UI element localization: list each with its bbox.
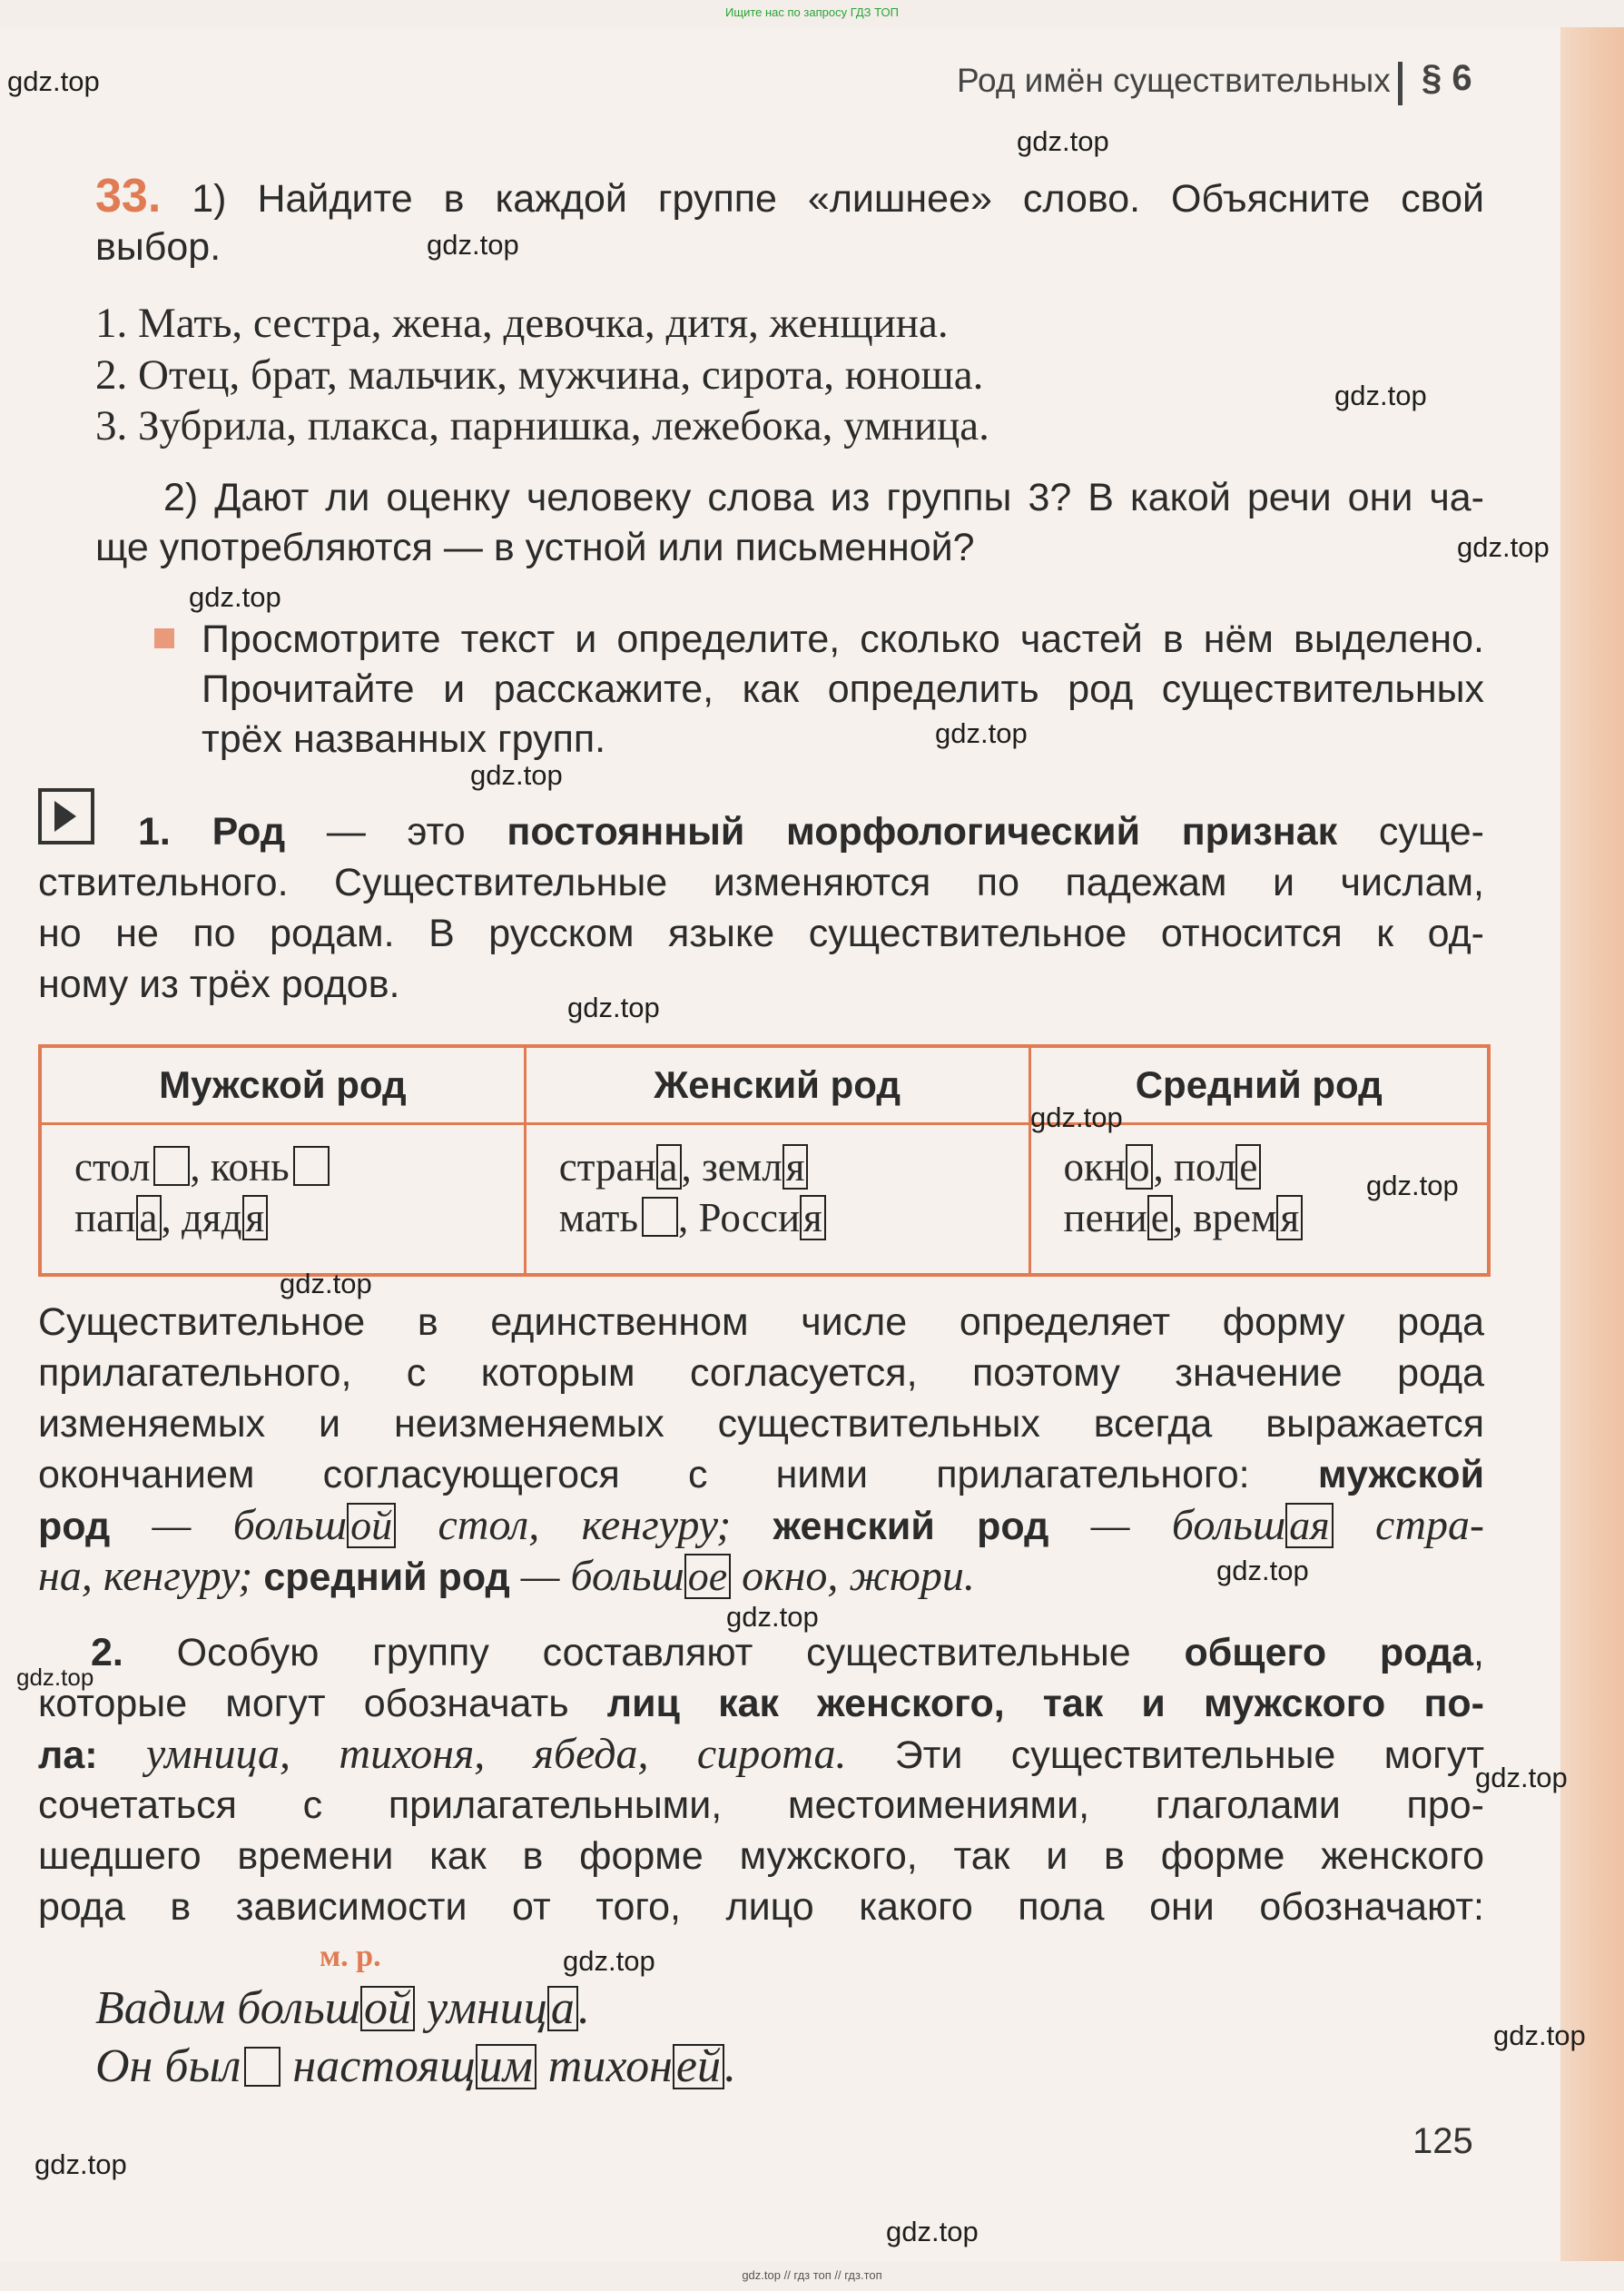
bullet-square-icon xyxy=(154,628,174,648)
theory-line-1: 1. Род — это постоянный морфологический признак суще- xyxy=(138,810,1484,854)
agreement-line-5: род — большой стол, кенгуру; женский род — большая стра- xyxy=(38,1501,1484,1549)
common-gender-line-2: которые могут обозначать лиц как женского, так и мужского по- xyxy=(38,1682,1484,1725)
word-group-1: 1. Мать, сестра, жена, девочка, дитя, женщина. xyxy=(95,300,949,347)
gender-table xyxy=(38,1044,1491,1277)
header-neuter: Средний род xyxy=(1029,1046,1489,1124)
empty-ending-box xyxy=(153,1146,190,1186)
agreement-line-4: окончанием согласующегося с ними прилагательного: мужской xyxy=(38,1453,1484,1496)
page-number: 125 xyxy=(1412,2121,1473,2161)
watermark: gdz.top xyxy=(427,229,519,261)
neuter-examples: окно, поле пение, время xyxy=(1029,1124,1489,1276)
common-gender-line-1: 2. Особую группу составляют существительные общего рода, xyxy=(91,1631,1484,1674)
watermark: gdz.top xyxy=(1366,1170,1459,1201)
agreement-line-6: на, кенгуру; средний род — большое окно, жюри. xyxy=(38,1552,975,1600)
common-gender-line-6: рода в зависимости от того, лицо какого пола они обозначают: xyxy=(38,1885,1484,1929)
watermark: gdz.top xyxy=(1334,380,1427,411)
theory-line-2: ствительного. Существительные изменяются по падежам и числам, xyxy=(38,861,1484,904)
exercise-task2: 2) Дают ли оценку человеку слова из группы 3? В какой речи они ча- xyxy=(163,476,1484,519)
exercise-task1-cont: выбор. xyxy=(95,225,221,269)
agreement-line-2: прилагательного, с которым согласуется, поэтому значение рода xyxy=(38,1351,1484,1395)
watermark: gdz.top xyxy=(726,1601,819,1633)
top-link[interactable]: Ищите нас по запросу ГДЗ ТОП xyxy=(725,5,899,19)
bottom-link[interactable]: gdz.top // гдз топ // гдз.топ xyxy=(742,2268,882,2282)
section-number: § 6 xyxy=(1422,58,1472,98)
common-gender-line-3: ла: умница, тихоня, ябеда, сирота. Эти существительные могут xyxy=(38,1730,1485,1778)
masculine-examples: стол , конь папа, дядя xyxy=(40,1124,525,1276)
watermark: gdz.top xyxy=(567,992,660,1023)
watermark: gdz.top xyxy=(1030,1101,1123,1133)
header-divider xyxy=(1398,62,1403,105)
watermark: gdz.top xyxy=(1475,1762,1568,1793)
watermark: gdz.top xyxy=(470,759,563,791)
common-gender-line-5: шедшего времени как в форме мужского, так и в форме женского xyxy=(38,1834,1484,1878)
exercise-number: 33. xyxy=(95,170,162,222)
exercise-task2-cont: ще употребляются — в устной или письменной? xyxy=(95,526,975,569)
common-gender-line-4: сочетаться с прилагательными, местоимениями, глаголами про- xyxy=(38,1783,1484,1827)
watermark: gdz.top xyxy=(1457,531,1550,563)
empty-ending-box xyxy=(293,1146,330,1186)
watermark: gdz.top xyxy=(886,2216,979,2247)
agreement-line-1: Существительное в единственном числе определяет форму рода xyxy=(38,1300,1484,1344)
exercise-task1: 33. 1) Найдите в каждой группе «лишнее» слово. Объясните свой xyxy=(95,170,1484,222)
watermark: gdz.top xyxy=(189,581,281,613)
bullet-line-1: Просмотрите текст и определите, сколько частей в нём выделено. xyxy=(202,617,1484,661)
feminine-examples: страна, земля мать , Россия xyxy=(525,1124,1029,1276)
agreement-line-3: изменяемых и неизменяемых существительных всегда выражается xyxy=(38,1402,1484,1446)
watermark: gdz.top xyxy=(1017,125,1109,157)
header-masculine: Мужской род xyxy=(40,1046,525,1124)
bullet-line-3: трёх названных групп. xyxy=(202,717,606,761)
theory-line-4: ному из трёх родов. xyxy=(38,963,400,1006)
theory-line-3: но не по родам. В русском языке существительное относится к од- xyxy=(38,912,1484,955)
example-sentence-2: Он был настоящим тихоней. xyxy=(95,2040,736,2092)
page-edge xyxy=(1560,27,1624,2261)
bullet-line-2: Прочитайте и расскажите, как определить род существительных xyxy=(202,667,1484,711)
play-icon xyxy=(38,788,94,844)
word-group-2: 2. Отец, брат, мальчик, мужчина, сирота, юноша. xyxy=(95,351,984,399)
running-title: Род имён существительных xyxy=(957,62,1391,99)
watermark: gdz.top xyxy=(1216,1555,1309,1586)
watermark: gdz.top xyxy=(1493,2019,1586,2051)
empty-ending-box xyxy=(244,2047,281,2087)
header-feminine: Женский род xyxy=(525,1046,1029,1124)
watermark: gdz.top xyxy=(7,65,100,97)
watermark: gdz.top xyxy=(34,2148,127,2180)
word-group-3: 3. Зубрила, плакса, парнишка, лежебока, умница. xyxy=(95,402,989,449)
example-sentence-1: Вадим большой умница. xyxy=(95,1982,590,2034)
masculine-note: м. р. xyxy=(320,1940,381,1973)
watermark: gdz.top xyxy=(935,717,1028,749)
watermark: gdz.top xyxy=(16,1664,94,1691)
empty-ending-box xyxy=(642,1197,678,1237)
watermark: gdz.top xyxy=(280,1268,372,1299)
watermark: gdz.top xyxy=(563,1945,655,1977)
